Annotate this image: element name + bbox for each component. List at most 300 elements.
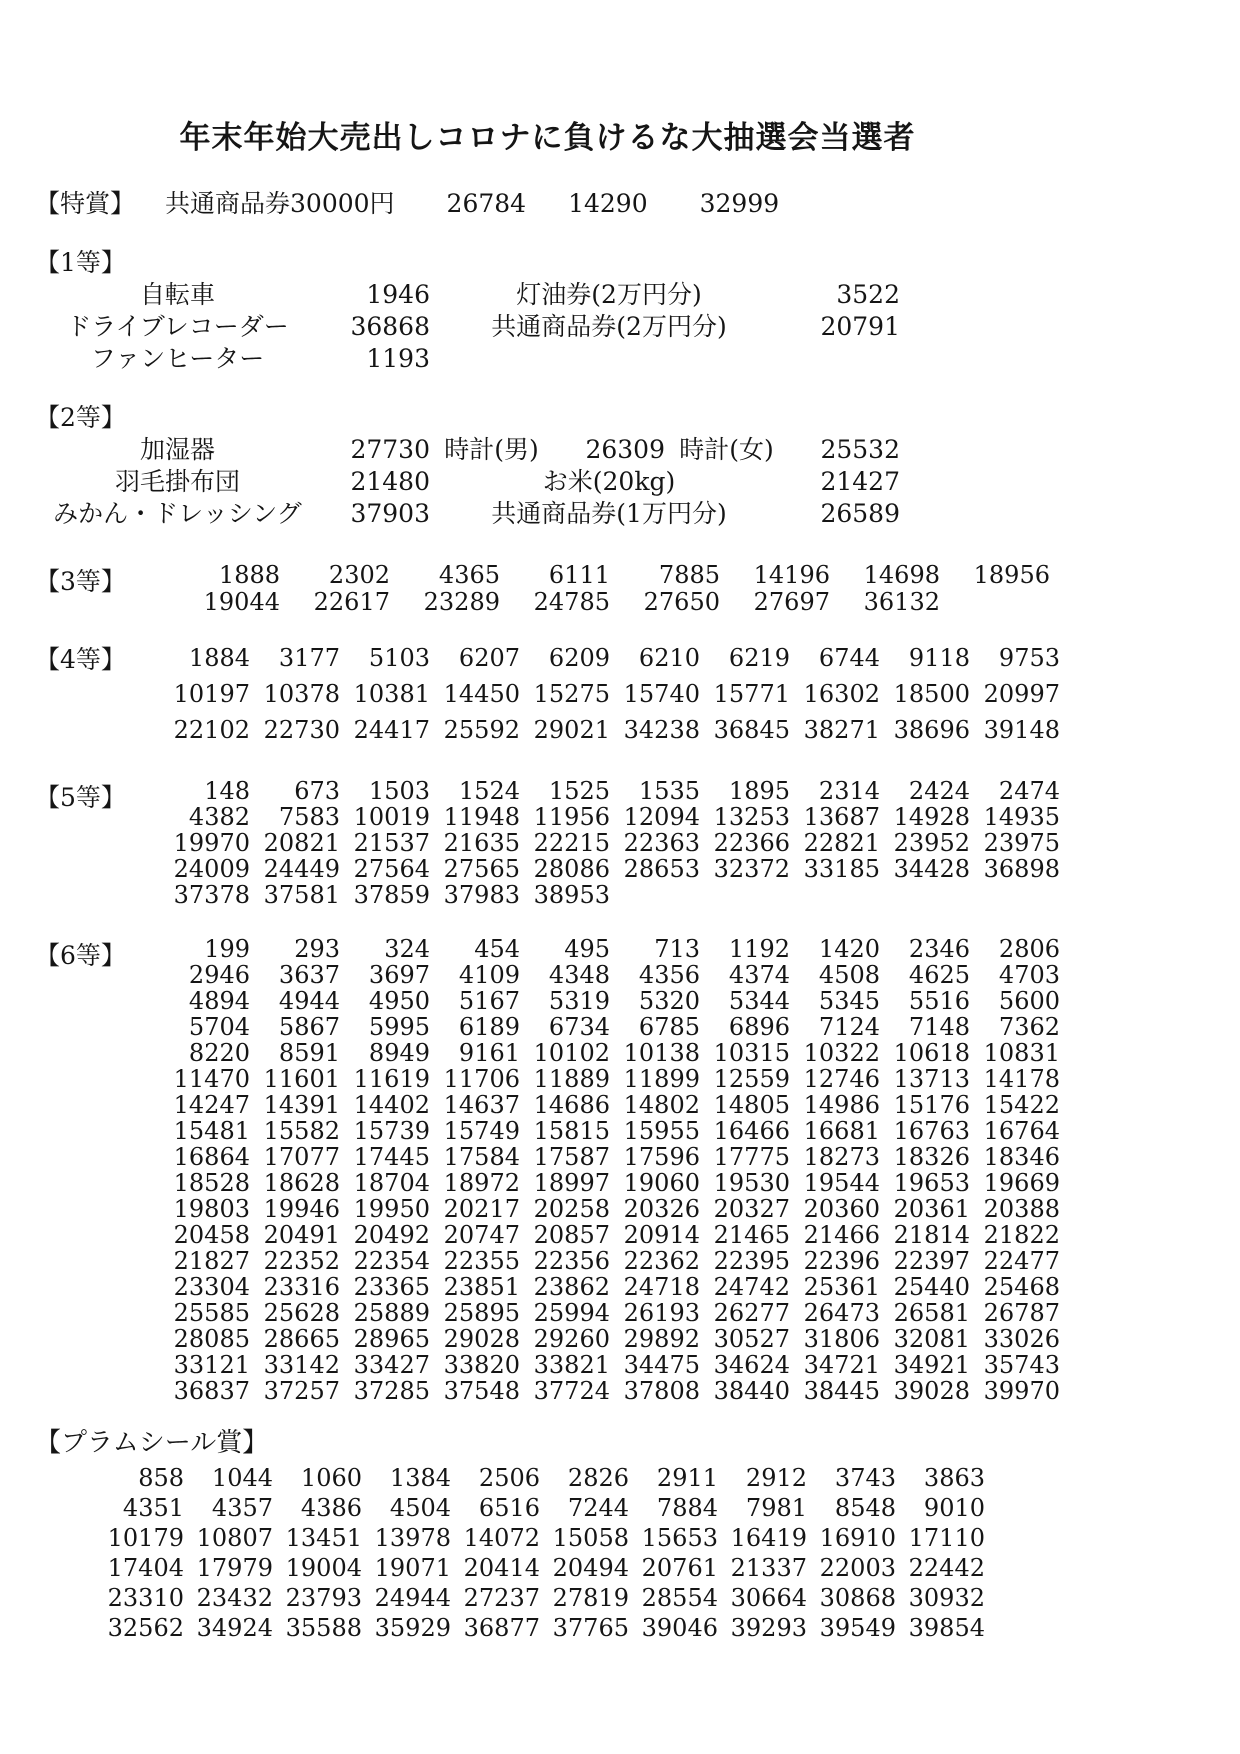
winning-number: 1888 [218, 561, 280, 589]
winning-number: 5320 [638, 987, 700, 1015]
winning-number [970, 882, 1060, 908]
winning-number: 28554 [641, 1584, 718, 1612]
winning-number: 4382 [188, 803, 250, 831]
winning-number: 5600 [998, 987, 1060, 1015]
winning-number: 21635 [443, 829, 520, 857]
winning-number [790, 882, 880, 908]
winning-number: 39970 [983, 1377, 1060, 1405]
winning-number: 1420 [818, 935, 880, 963]
winning-number: 6896 [728, 1013, 790, 1041]
winning-number: 37808 [623, 1377, 700, 1405]
prize-winning-number: 26589 [820, 499, 900, 528]
winning-number: 19653 [893, 1169, 970, 1197]
winning-number: 454 [474, 935, 520, 963]
winning-number: 20914 [623, 1221, 700, 1249]
winning-number: 5319 [548, 987, 610, 1015]
winning-number: 20494 [552, 1554, 629, 1582]
winning-number: 4351 [122, 1494, 184, 1522]
winning-number: 6189 [458, 1013, 520, 1041]
winning-number: 20326 [623, 1195, 700, 1223]
winning-number: 10322 [803, 1039, 880, 1067]
winning-number: 35588 [285, 1614, 362, 1642]
winning-number: 14247 [173, 1091, 250, 1119]
winning-number: 23316 [263, 1273, 340, 1301]
winning-number: 8949 [368, 1039, 430, 1067]
winning-number: 22442 [908, 1554, 985, 1582]
winning-number: 7148 [908, 1013, 970, 1041]
winning-number: 4357 [211, 1494, 273, 1522]
prize-item-name: ファンヒーター [90, 344, 265, 373]
winning-number: 14802 [623, 1091, 700, 1119]
winning-number: 16681 [803, 1117, 880, 1145]
winning-number: 20217 [443, 1195, 520, 1223]
winning-number: 18346 [983, 1143, 1060, 1171]
rank1-prize-table [35, 279, 1210, 375]
winning-number: 33821 [533, 1351, 610, 1379]
winning-number: 38696 [893, 716, 970, 744]
winning-number: 5103 [368, 644, 430, 672]
winning-number: 38953 [533, 881, 610, 909]
winning-number: 36845 [713, 716, 790, 744]
winning-number: 9161 [458, 1039, 520, 1067]
winning-number: 18972 [443, 1169, 520, 1197]
winning-number: 28665 [263, 1325, 340, 1353]
winning-number: 6111 [548, 561, 610, 589]
winning-number: 1044 [211, 1464, 273, 1492]
winning-number: 14637 [443, 1091, 520, 1119]
winning-number: 4356 [638, 961, 700, 989]
winning-number: 19669 [983, 1169, 1060, 1197]
winning-number: 20360 [803, 1195, 880, 1223]
winning-number: 713 [654, 935, 700, 963]
prize-winning-number: 20791 [820, 312, 900, 341]
winning-number: 22395 [713, 1247, 790, 1275]
winning-number: 148 [204, 777, 250, 805]
winning-number: 7362 [998, 1013, 1060, 1041]
winning-number: 9753 [998, 644, 1060, 672]
prize-winning-number: 21427 [820, 467, 900, 496]
winning-number: 6744 [818, 644, 880, 672]
winning-number: 7884 [656, 1494, 718, 1522]
prize-winning-number: 21480 [350, 467, 430, 496]
winning-number: 37285 [353, 1377, 430, 1405]
winning-number: 37548 [443, 1377, 520, 1405]
winning-number: 4386 [300, 1494, 362, 1522]
winning-number: 23793 [285, 1584, 362, 1612]
winning-number: 14178 [983, 1065, 1060, 1093]
prize-row-right [430, 343, 900, 375]
winning-number: 10831 [983, 1039, 1060, 1067]
winning-number: 16763 [893, 1117, 970, 1145]
winning-number: 10138 [623, 1039, 700, 1067]
winning-number: 22366 [713, 829, 790, 857]
rank5-number-grid [160, 778, 1210, 908]
winning-number: 23365 [353, 1273, 430, 1301]
winning-number: 14402 [353, 1091, 430, 1119]
prize-row [35, 498, 1210, 530]
winning-number: 30527 [713, 1325, 790, 1353]
winning-number: 17775 [713, 1143, 790, 1171]
winning-number: 18997 [533, 1169, 610, 1197]
prize-row-right [430, 434, 900, 466]
winning-number: 17404 [107, 1554, 184, 1582]
prize-row-right [430, 279, 900, 311]
winning-number: 36898 [983, 855, 1060, 883]
winning-number: 25440 [893, 1273, 970, 1301]
winning-number: 15955 [623, 1117, 700, 1145]
prize-item-name: 時計(女) [679, 435, 774, 464]
winning-number: 2346 [908, 935, 970, 963]
winning-number: 20327 [713, 1195, 790, 1223]
winning-number: 25361 [803, 1273, 880, 1301]
winning-number: 37859 [353, 881, 430, 909]
winning-number: 16864 [173, 1143, 250, 1171]
winning-number: 17445 [353, 1143, 430, 1171]
winning-number: 17584 [443, 1143, 520, 1171]
winning-number: 6785 [638, 1013, 700, 1041]
prize-row [35, 343, 1210, 375]
winning-number: 7981 [745, 1494, 807, 1522]
winning-number: 11956 [533, 803, 610, 831]
winning-number: 14698 [863, 561, 940, 589]
winning-number: 2826 [567, 1464, 629, 1492]
winning-number: 27564 [353, 855, 430, 883]
winning-number: 199 [204, 935, 250, 963]
winning-number: 2912 [745, 1464, 807, 1492]
winning-number: 27565 [443, 855, 520, 883]
winning-number: 24742 [713, 1273, 790, 1301]
winning-number: 21827 [173, 1247, 250, 1275]
winning-number: 3697 [368, 961, 430, 989]
prize-row-right [430, 311, 900, 343]
winning-number: 5167 [458, 987, 520, 1015]
rank2-prize-table [35, 434, 1210, 530]
winning-number: 10179 [107, 1524, 184, 1552]
winning-number: 34428 [893, 855, 970, 883]
rank3-section [35, 562, 1210, 616]
winning-number: 25895 [443, 1299, 520, 1327]
winning-number: 4950 [368, 987, 430, 1015]
winning-number: 15771 [713, 680, 790, 708]
prize-row [35, 434, 1210, 466]
winning-number: 23851 [443, 1273, 520, 1301]
winning-number: 27697 [753, 588, 830, 616]
winning-number: 37765 [552, 1614, 629, 1642]
winning-number: 22396 [803, 1247, 880, 1275]
winning-number: 18628 [263, 1169, 340, 1197]
winning-number: 29260 [533, 1325, 610, 1353]
winning-number: 30868 [819, 1584, 896, 1612]
winning-number: 14391 [263, 1091, 340, 1119]
winning-number: 19044 [203, 588, 280, 616]
winning-number: 1535 [638, 777, 700, 805]
winning-number: 26787 [983, 1299, 1060, 1327]
winning-number: 20857 [533, 1221, 610, 1249]
winning-number: 6210 [638, 644, 700, 672]
winning-number: 11948 [443, 803, 520, 831]
winning-number: 25628 [263, 1299, 340, 1327]
winning-number: 12094 [623, 803, 700, 831]
winning-number: 20361 [893, 1195, 970, 1223]
winning-number [880, 882, 970, 908]
plum-number-grid [95, 1463, 1210, 1643]
winning-number: 34475 [623, 1351, 700, 1379]
winning-number: 4625 [908, 961, 970, 989]
prize-winning-number: 27730 [350, 435, 430, 464]
winning-number: 26473 [803, 1299, 880, 1327]
winning-number: 37581 [263, 881, 340, 909]
winning-number: 5516 [908, 987, 970, 1015]
winning-number: 13713 [893, 1065, 970, 1093]
winning-number: 12559 [713, 1065, 790, 1093]
winning-number: 22354 [353, 1247, 430, 1275]
winning-number: 23862 [533, 1273, 610, 1301]
winning-number: 38440 [713, 1377, 790, 1405]
winning-number: 2911 [656, 1464, 718, 1492]
prize-row-right [430, 498, 900, 530]
special-prize-name: 共通商品券30000円 [165, 189, 395, 218]
winning-number: 32999 [699, 189, 780, 218]
winning-number: 17110 [908, 1524, 985, 1552]
winning-number: 25994 [533, 1299, 610, 1327]
winning-number: 4504 [389, 1494, 451, 1522]
rank1-label: 【1等】 [35, 248, 126, 277]
winning-number: 18956 [973, 561, 1050, 589]
rank3-label: 【3等】 [35, 567, 126, 596]
winning-number: 38271 [803, 716, 880, 744]
page-title: 年末年始大売出しコロナに負けるな大抽選会当選者 [179, 120, 916, 156]
winning-number: 26784 [446, 189, 527, 218]
prize-winning-number: 1193 [366, 344, 430, 373]
winning-number: 28085 [173, 1325, 250, 1353]
winning-number: 22730 [263, 716, 340, 744]
winning-number: 37257 [263, 1377, 340, 1405]
winning-number: 18273 [803, 1143, 880, 1171]
prize-winning-number: 37903 [350, 499, 430, 528]
winning-number: 24009 [173, 855, 250, 883]
winning-number: 22363 [623, 829, 700, 857]
winning-number: 3743 [834, 1464, 896, 1492]
winning-number: 10381 [353, 680, 430, 708]
winning-number: 15058 [552, 1524, 629, 1552]
winning-number: 27237 [463, 1584, 540, 1612]
winning-number: 19950 [353, 1195, 430, 1223]
rank5-label: 【5等】 [35, 783, 126, 812]
winning-number: 30932 [908, 1584, 985, 1612]
winning-number: 14196 [753, 561, 830, 589]
rank6-number-grid [160, 936, 1210, 1404]
winning-number: 22821 [803, 829, 880, 857]
prize-winning-number: 26309 [585, 435, 665, 464]
winning-number: 1192 [728, 935, 790, 963]
winning-number: 16302 [803, 680, 880, 708]
prize-row [35, 466, 1210, 498]
prize-item-name: 共通商品券(2万円分) [491, 312, 727, 341]
winning-number: 21337 [730, 1554, 807, 1582]
winning-number: 13451 [285, 1524, 362, 1552]
winning-number: 5704 [188, 1013, 250, 1041]
winning-number: 11899 [623, 1065, 700, 1093]
winning-number: 34924 [196, 1614, 273, 1642]
winning-number: 19544 [803, 1169, 880, 1197]
winning-number: 19803 [173, 1195, 250, 1223]
winning-number: 18704 [353, 1169, 430, 1197]
winning-number: 2946 [188, 961, 250, 989]
winning-number: 23432 [196, 1584, 273, 1612]
winning-number: 25585 [173, 1299, 250, 1327]
winning-number: 14986 [803, 1091, 880, 1119]
rank5-section [35, 778, 1210, 908]
winning-number: 32081 [893, 1325, 970, 1353]
plum-seal-section [35, 1463, 1210, 1643]
winning-number: 17596 [623, 1143, 700, 1171]
winning-number: 22397 [893, 1247, 970, 1275]
winning-number: 2424 [908, 777, 970, 805]
winning-number: 19946 [263, 1195, 340, 1223]
winning-number: 22617 [313, 588, 390, 616]
winning-number: 12746 [803, 1065, 880, 1093]
winning-number: 20388 [983, 1195, 1060, 1223]
prize-item-name: 自転車 [139, 280, 215, 309]
winning-number: 24718 [623, 1273, 700, 1301]
winning-number: 4348 [548, 961, 610, 989]
winning-number: 26277 [713, 1299, 790, 1327]
prize-item-name: 羽毛掛布団 [114, 467, 240, 496]
winning-number: 5867 [278, 1013, 340, 1041]
winning-number: 4508 [818, 961, 880, 989]
prize-item-name: 加湿器 [139, 435, 215, 464]
winning-number: 1884 [188, 644, 250, 672]
winning-number: 36877 [463, 1614, 540, 1642]
winning-number: 33185 [803, 855, 880, 883]
winning-number: 29892 [623, 1325, 700, 1353]
winning-number: 29021 [533, 716, 610, 744]
winning-number: 9118 [908, 644, 970, 672]
winning-number: 17077 [263, 1143, 340, 1171]
winning-number: 20997 [983, 680, 1060, 708]
winning-number: 8591 [278, 1039, 340, 1067]
winning-number: 2314 [818, 777, 880, 805]
winning-number: 39046 [641, 1614, 718, 1642]
winning-number: 8220 [188, 1039, 250, 1067]
winning-number: 1525 [548, 777, 610, 805]
winning-number: 20258 [533, 1195, 610, 1223]
winning-number [940, 589, 1050, 616]
winning-number: 22477 [983, 1247, 1060, 1275]
winning-number: 29028 [443, 1325, 520, 1353]
winning-number: 33427 [353, 1351, 430, 1379]
winning-number: 25592 [443, 716, 520, 744]
rank6-label: 【6等】 [35, 941, 126, 970]
winning-number: 37983 [443, 881, 520, 909]
winning-number: 4374 [728, 961, 790, 989]
winning-number: 23304 [173, 1273, 250, 1301]
winning-number: 22102 [173, 716, 250, 744]
winning-number: 22362 [623, 1247, 700, 1275]
winning-number: 4944 [278, 987, 340, 1015]
winning-number: 21466 [803, 1221, 880, 1249]
special-prize-label: 【特賞】 [35, 189, 136, 218]
winning-number: 1060 [300, 1464, 362, 1492]
winning-number: 9010 [923, 1494, 985, 1522]
winning-number: 25889 [353, 1299, 430, 1327]
prize-item-name: お米(20kg) [542, 467, 676, 496]
winning-number: 39148 [983, 716, 1060, 744]
winning-number: 10102 [533, 1039, 610, 1067]
winning-number: 28965 [353, 1325, 430, 1353]
winning-number: 15740 [623, 680, 700, 708]
winning-number: 10197 [173, 680, 250, 708]
winning-number: 11889 [533, 1065, 610, 1093]
winning-number: 2302 [328, 561, 390, 589]
rank4-section [35, 640, 1210, 748]
winning-number: 26581 [893, 1299, 970, 1327]
winning-number: 37724 [533, 1377, 610, 1405]
winning-number: 15481 [173, 1117, 250, 1145]
winning-number: 14072 [463, 1524, 540, 1552]
winning-number: 25468 [983, 1273, 1060, 1301]
winning-number: 7583 [278, 803, 340, 831]
winning-number: 22352 [263, 1247, 340, 1275]
winning-number: 6207 [458, 644, 520, 672]
winning-number: 4109 [458, 961, 520, 989]
winning-number: 1503 [368, 777, 430, 805]
winning-number: 3637 [278, 961, 340, 989]
winning-number: 15815 [533, 1117, 610, 1145]
winning-number: 24417 [353, 716, 430, 744]
winning-number: 24944 [374, 1584, 451, 1612]
rank4-number-grid [160, 640, 1210, 748]
winning-number: 21814 [893, 1221, 970, 1249]
winning-number: 36132 [863, 588, 940, 616]
winning-number: 858 [138, 1464, 184, 1492]
prize-item-name: 共通商品券(1万円分) [491, 499, 727, 528]
winning-number: 4365 [438, 561, 500, 589]
winning-number: 36837 [173, 1377, 250, 1405]
prize-row [35, 311, 1210, 343]
winning-number: 11470 [173, 1065, 250, 1093]
winning-number: 10019 [353, 803, 430, 831]
winning-number: 22003 [819, 1554, 896, 1582]
winning-number: 7885 [658, 561, 720, 589]
prize-row-right [430, 466, 900, 498]
winning-number: 5344 [728, 987, 790, 1015]
winning-number: 15749 [443, 1117, 520, 1145]
plum-seal-label: 【プラムシール賞】 [35, 1428, 269, 1458]
winning-number: 27819 [552, 1584, 629, 1612]
winning-number: 27650 [643, 588, 720, 616]
winning-number: 10807 [196, 1524, 273, 1552]
winning-number: 14805 [713, 1091, 790, 1119]
winning-number: 19970 [173, 829, 250, 857]
winning-number: 23289 [423, 588, 500, 616]
winning-number: 19060 [623, 1169, 700, 1197]
winning-number: 28086 [533, 855, 610, 883]
winning-number: 6734 [548, 1013, 610, 1041]
winning-number: 10315 [713, 1039, 790, 1067]
winning-number: 3177 [278, 644, 340, 672]
winning-number: 10618 [893, 1039, 970, 1067]
winning-number: 24785 [533, 588, 610, 616]
winning-number: 33121 [173, 1351, 250, 1379]
winning-number: 13687 [803, 803, 880, 831]
rank6-section [35, 936, 1210, 1404]
special-prize-row [35, 184, 1210, 220]
winning-number: 34238 [623, 716, 700, 744]
winning-number: 13253 [713, 803, 790, 831]
winning-number: 16466 [713, 1117, 790, 1145]
winning-number: 39549 [819, 1614, 896, 1642]
